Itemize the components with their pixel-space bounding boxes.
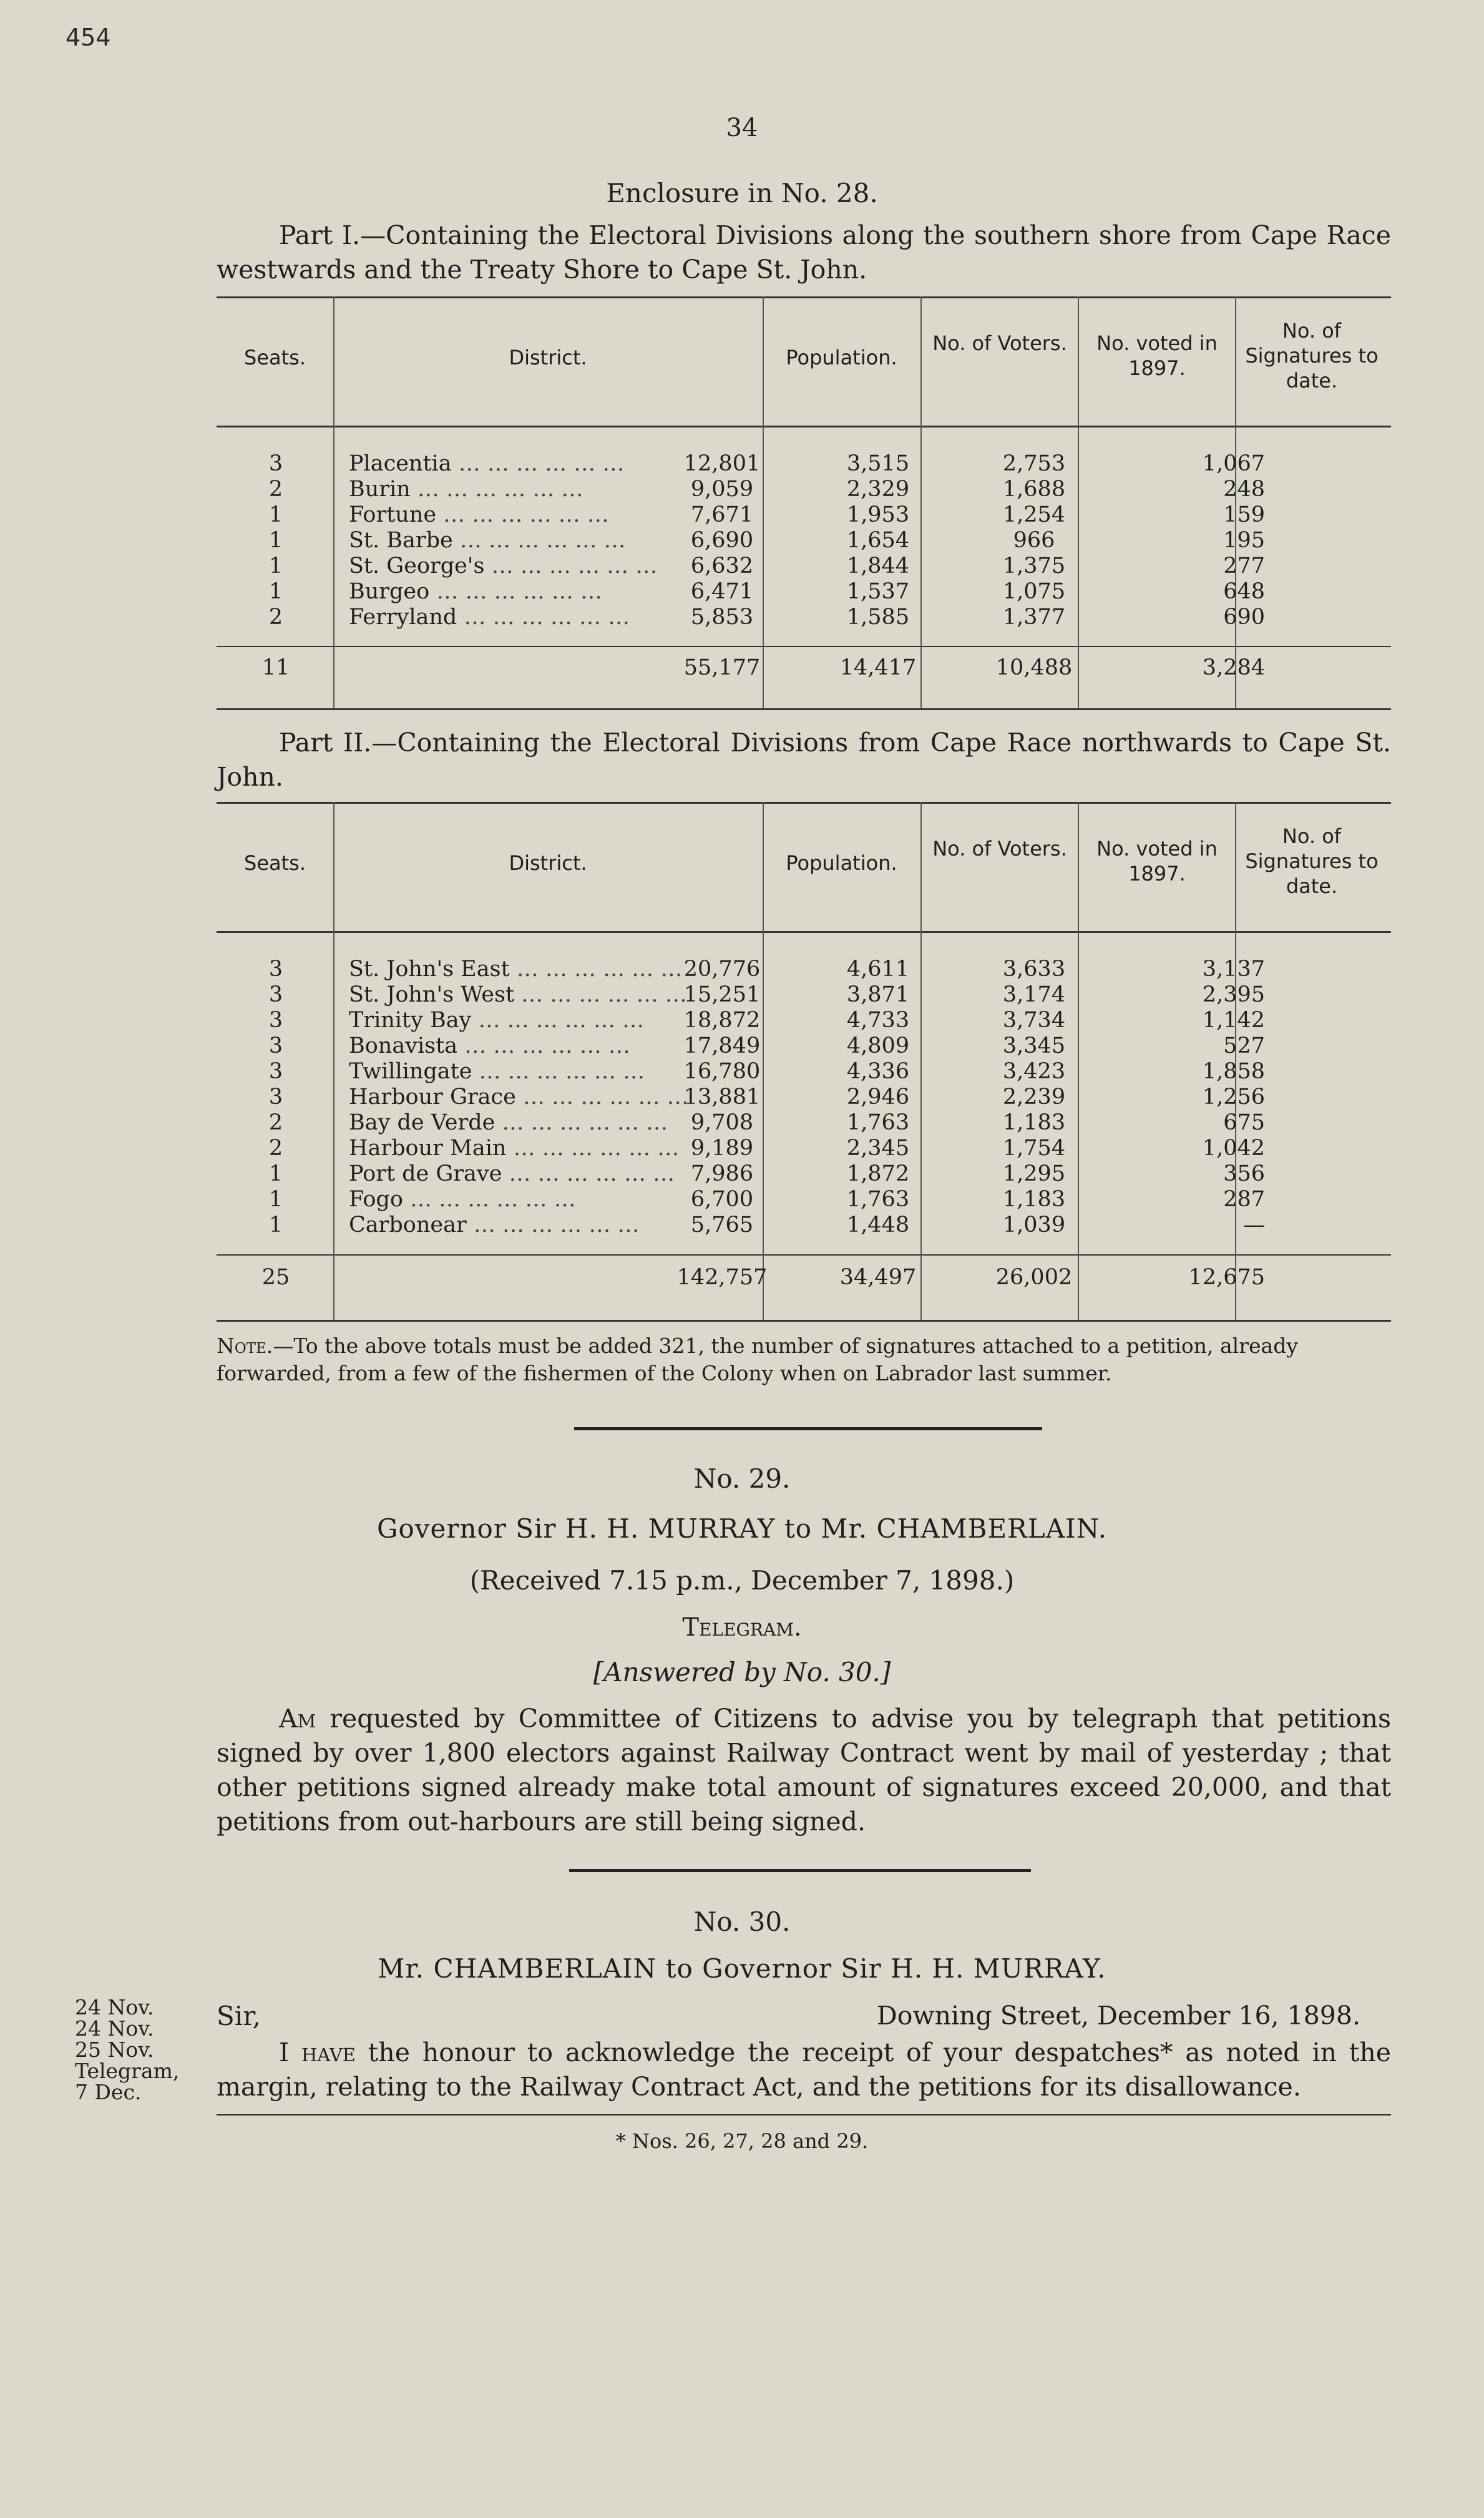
cell-population: 6,471	[690, 579, 754, 604]
cell-district: St. George's … … … … … …	[349, 554, 658, 578]
header-voters: No. of Voters.	[932, 837, 1067, 861]
cell-voters: 1,953	[846, 502, 910, 527]
margin-note: 24 Nov.	[75, 2016, 154, 2041]
table-row	[217, 1161, 1391, 1187]
cell-signatures: 648	[1223, 579, 1265, 604]
cell-voted: 1,075	[1002, 579, 1066, 604]
cell-district: Carbonear … … … … … …	[349, 1213, 640, 1237]
cell-voters: 1,654	[846, 528, 910, 553]
cell-population: 5,765	[690, 1213, 754, 1237]
cell-voters: 4,733	[846, 1008, 910, 1033]
cell-seats: 2	[268, 477, 283, 502]
cell-population: 6,700	[690, 1187, 754, 1212]
cell-seats: 1	[268, 502, 283, 527]
doc30-address: Downing Street, December 16, 1898.	[876, 2001, 1360, 2031]
cell-seats: 3	[268, 451, 283, 476]
cell-population: 13,881	[683, 1085, 761, 1110]
header-district: District.	[509, 851, 587, 875]
table-row	[217, 451, 1391, 477]
cell-signatures: 1,256	[1202, 1085, 1265, 1110]
cell-voted: 3,345	[1002, 1033, 1066, 1058]
part1-table	[217, 296, 1391, 711]
total-population: 55,177	[683, 655, 761, 680]
cell-signatures: 690	[1223, 605, 1265, 630]
doc30-salutation: Sir,	[217, 2001, 261, 2031]
total-voted: 10,488	[995, 655, 1073, 680]
page-folio: 454	[66, 24, 111, 51]
cell-seats: 1	[268, 1213, 283, 1237]
doc30-body	[217, 2036, 1391, 2104]
cell-population: 12,801	[683, 451, 761, 476]
table-row	[217, 1059, 1391, 1085]
margin-note: 24 Nov.	[75, 1995, 154, 2019]
footnote-rule	[217, 2114, 1391, 2115]
cell-signatures: 1,067	[1202, 451, 1265, 476]
cell-population: 7,986	[690, 1161, 754, 1186]
cell-signatures: 675	[1223, 1110, 1265, 1135]
doc30-number: No. 30.	[693, 1906, 791, 1937]
cell-district: Placentia … … … … … …	[349, 451, 625, 476]
cell-signatures: 195	[1223, 528, 1265, 553]
cell-voted: 3,423	[1002, 1059, 1066, 1084]
table-row	[217, 957, 1391, 982]
table-row	[217, 1136, 1391, 1161]
footnote: * Nos. 26, 27, 28 and 29.	[615, 2129, 869, 2153]
table-row	[217, 605, 1391, 630]
cell-population: 9,059	[690, 477, 754, 502]
cell-voted: 3,734	[1002, 1008, 1066, 1033]
cell-district: Fortune … … … … … …	[349, 502, 609, 527]
doc29-number: No. 29.	[693, 1463, 791, 1494]
total-voters: 34,497	[839, 1265, 917, 1290]
cell-population: 5,853	[690, 605, 754, 630]
note-label: Note.	[217, 1334, 273, 1358]
cell-seats: 3	[268, 982, 283, 1007]
table-row	[217, 1008, 1391, 1033]
cell-voted: 1,039	[1002, 1213, 1066, 1237]
doc30-title: Mr. CHAMBERLAIN to Governor Sir H. H. MURRAY.	[378, 1953, 1106, 1984]
cell-district: Port de Grave … … … … … …	[349, 1161, 675, 1186]
cell-voters: 1,763	[846, 1110, 910, 1135]
header-seats: Seats.	[244, 851, 306, 875]
doc29-body-lead: Am	[279, 1704, 316, 1734]
note-text: —To the above totals must be added 321, the number of signatures attached to a petition, already forwarded, from a few of the fishermen of the Colony when on Labrador last summer.	[217, 1334, 1298, 1385]
cell-signatures: 287	[1223, 1187, 1265, 1212]
cell-voters: 1,448	[846, 1213, 910, 1237]
cell-voters: 4,809	[846, 1033, 910, 1058]
doc29-received: (Received 7.15 p.m., December 7, 1898.)	[469, 1565, 1015, 1596]
cell-voters: 1,872	[846, 1161, 910, 1186]
cell-seats: 3	[268, 1033, 283, 1058]
table-row	[217, 528, 1391, 554]
cell-population: 18,872	[683, 1008, 761, 1033]
cell-seats: 1	[268, 579, 283, 604]
cell-voted: 1,183	[1002, 1187, 1066, 1212]
cell-voted: 3,174	[1002, 982, 1066, 1007]
total-voted: 26,002	[995, 1265, 1073, 1290]
cell-population: 7,671	[690, 502, 754, 527]
cell-voters: 4,336	[846, 1059, 910, 1084]
cell-voters: 2,345	[846, 1136, 910, 1161]
cell-population: 16,780	[683, 1059, 761, 1084]
section-divider	[569, 1869, 1031, 1872]
cell-district: Burgeo … … … … … …	[349, 579, 602, 604]
cell-population: 9,708	[690, 1110, 754, 1135]
enclosure-heading: Enclosure in No. 28.	[606, 178, 878, 208]
table-row	[217, 982, 1391, 1008]
total-seats: 25	[261, 1265, 290, 1290]
doc29-body	[217, 1702, 1391, 1839]
header-district: District.	[509, 346, 587, 369]
doc29-title: Governor Sir H. H. MURRAY to Mr. CHAMBERLAIN.	[376, 1513, 1108, 1544]
margin-notes	[75, 1997, 179, 2103]
cell-voted: 966	[1013, 528, 1055, 553]
cell-signatures: 2,395	[1202, 982, 1265, 1007]
total-signatures: 12,675	[1188, 1265, 1265, 1290]
doc29-body-text: requested by Committee of Citizens to advise you by telegraph that petitions signed by over 1,800 electors against Railway Contract went by mail of yesterday ; that other petitions signed already make total amount of signatures exceed 20,000, and that petitions from out-harbours are still being signed.	[217, 1704, 1391, 1837]
cell-seats: 2	[268, 1136, 283, 1161]
cell-district: St. Barbe … … … … … …	[349, 528, 626, 553]
cell-seats: 2	[268, 605, 283, 630]
table-row	[217, 554, 1391, 579]
cell-population: 15,251	[683, 982, 761, 1007]
cell-district: St. John's West … … … … … …	[349, 982, 687, 1007]
cell-signatures: 159	[1223, 502, 1265, 527]
cell-district: Burin … … … … … …	[349, 477, 583, 502]
cell-voters: 1,763	[846, 1187, 910, 1212]
cell-voted: 1,183	[1002, 1110, 1066, 1135]
part1-heading: Part I.—Containing the Electoral Divisions along the southern shore from Cape Race westwards and the Treaty Shore to Cape St. John.	[217, 220, 1391, 285]
cell-signatures: —	[1243, 1213, 1265, 1237]
cell-population: 20,776	[683, 957, 761, 982]
table-row	[217, 1085, 1391, 1110]
cell-population: 17,849	[683, 1033, 761, 1058]
cell-voters: 3,871	[846, 982, 910, 1007]
cell-voted: 1,375	[1002, 554, 1066, 578]
cell-population: 6,632	[690, 554, 754, 578]
doc30-body-text: the honour to acknowledge the receipt of your despatches* as noted in the margin, relating to the Railway Contract Act, and the petitions for its disallowance.	[217, 2037, 1391, 2102]
cell-seats: 1	[268, 1161, 283, 1186]
cell-district: Bonavista … … … … … …	[349, 1033, 630, 1058]
header-voted: No. voted in 1897.	[1096, 837, 1218, 886]
cell-population: 9,189	[690, 1136, 754, 1161]
cell-voters: 1,537	[846, 579, 910, 604]
table-row	[217, 1213, 1391, 1238]
cell-signatures: 277	[1223, 554, 1265, 578]
cell-voters: 1,844	[846, 554, 910, 578]
cell-signatures: 1,142	[1202, 1008, 1265, 1033]
cell-signatures: 248	[1223, 477, 1265, 502]
header-voters: No. of Voters.	[932, 331, 1067, 355]
cell-voters: 4,611	[846, 957, 910, 982]
table-row	[217, 1187, 1391, 1213]
doc30-body-lead: I have	[279, 2037, 356, 2067]
header-voted: No. voted in 1897.	[1096, 331, 1218, 380]
table-note	[217, 1332, 1391, 1387]
cell-signatures: 1,042	[1202, 1136, 1265, 1161]
total-signatures: 3,284	[1202, 655, 1265, 680]
cell-seats: 3	[268, 1085, 283, 1110]
part2-totals	[217, 1265, 1391, 1291]
cell-signatures: 3,137	[1202, 957, 1265, 982]
doc29-kind: Telegram.	[682, 1613, 802, 1642]
table-row	[217, 477, 1391, 502]
cell-seats: 1	[268, 1187, 283, 1212]
cell-district: Trinity Bay … … … … … …	[349, 1008, 645, 1033]
cell-district: Ferryland … … … … … …	[349, 605, 630, 630]
margin-note: Telegram,	[75, 2059, 180, 2083]
cell-district: Twillingate … … … … … …	[349, 1059, 645, 1084]
cell-district: Bay de Verde … … … … … …	[349, 1110, 668, 1135]
page-number: 34	[726, 114, 758, 142]
cell-voted: 1,295	[1002, 1161, 1066, 1186]
cell-signatures: 356	[1223, 1161, 1265, 1186]
cell-seats: 1	[268, 554, 283, 578]
cell-signatures: 1,858	[1202, 1059, 1265, 1084]
cell-population: 6,690	[690, 528, 754, 553]
total-population: 142,757	[676, 1265, 768, 1290]
doc29-answered: [Answered by No. 30.]	[593, 1657, 891, 1687]
header-signatures: No. of Signatures to date.	[1245, 319, 1379, 393]
cell-seats: 3	[268, 1059, 283, 1084]
cell-seats: 2	[268, 1110, 283, 1135]
cell-seats: 3	[268, 957, 283, 982]
cell-district: Harbour Grace … … … … … …	[349, 1085, 689, 1110]
table-row	[217, 502, 1391, 528]
cell-signatures: 527	[1223, 1033, 1265, 1058]
part2-heading: Part II.—Containing the Electoral Divisions from Cape Race northwards to Cape St. John.	[217, 728, 1391, 792]
margin-note: 25 Nov.	[75, 2037, 154, 2062]
table-row	[217, 1110, 1391, 1136]
cell-voted: 1,377	[1002, 605, 1066, 630]
cell-voted: 2,239	[1002, 1085, 1066, 1110]
cell-voters: 2,946	[846, 1085, 910, 1110]
part2-table	[217, 802, 1391, 1323]
cell-voted: 1,254	[1002, 502, 1066, 527]
table-row	[217, 579, 1391, 605]
cell-voted: 1,754	[1002, 1136, 1066, 1161]
header-population: Population.	[786, 346, 897, 369]
table-row	[217, 1033, 1391, 1059]
cell-district: Fogo … … … … … …	[349, 1187, 576, 1212]
cell-voted: 3,633	[1002, 957, 1066, 982]
cell-seats: 1	[268, 528, 283, 553]
cell-voters: 3,515	[846, 451, 910, 476]
part1-totals	[217, 655, 1391, 681]
cell-district: Harbour Main … … … … … …	[349, 1136, 680, 1161]
cell-voters: 2,329	[846, 477, 910, 502]
cell-voters: 1,585	[846, 605, 910, 630]
cell-voted: 1,688	[1002, 477, 1066, 502]
section-divider	[574, 1427, 1042, 1430]
header-seats: Seats.	[244, 346, 306, 369]
cell-seats: 3	[268, 1008, 283, 1033]
total-voters: 14,417	[839, 655, 917, 680]
margin-note: 7 Dec.	[75, 2080, 142, 2104]
header-population: Population.	[786, 851, 897, 875]
total-seats: 11	[261, 655, 290, 680]
cell-district: St. John's East … … … … … …	[349, 957, 683, 982]
header-signatures: No. of Signatures to date.	[1245, 824, 1379, 898]
cell-voted: 2,753	[1002, 451, 1066, 476]
